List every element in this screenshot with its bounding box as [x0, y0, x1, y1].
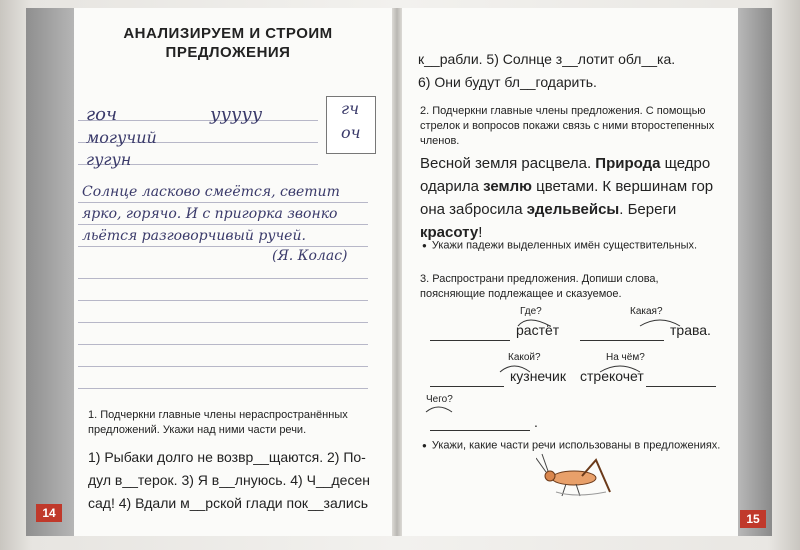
word-grass: трава. — [670, 322, 711, 338]
task2-bold-2: землю — [483, 178, 532, 195]
left-margin-strip — [26, 8, 74, 536]
task2-text-c: цветами. К вершинам гор она забросила — [420, 178, 714, 218]
cont-line-2: 6) Они будут бл__годарить. — [418, 74, 597, 90]
hw-author: (Я. Колас) — [272, 248, 348, 264]
task1-line-2: дул в__терок. 3) Я в__лнуюсь. 4) Ч__десен — [88, 472, 370, 488]
hw-text-line-2: ярко, горячо. И с пригорка звонко — [82, 206, 338, 222]
hw-word-loops: ууууу — [210, 104, 263, 125]
task1-line-1: 1) Рыбаки долго не возвр__щаются. 2) По- — [88, 449, 366, 465]
hw-text-line-3: льётся разговорчивый ручей. — [82, 228, 306, 244]
book-gutter — [392, 8, 402, 536]
task2-text-b: щедро одарила — [420, 155, 711, 195]
task2-text-d: . Береги — [619, 201, 677, 218]
box-letter-2: оч — [341, 123, 361, 142]
page-number-right: 15 — [740, 510, 766, 528]
title-line-1: АНАЛИЗИРУЕМ И СТРОИМ — [123, 25, 333, 42]
sample-letters-box — [326, 96, 376, 154]
page-title — [78, 24, 378, 62]
task2-bold-4: красоту — [420, 224, 479, 241]
task1-line-3: сад! 4) Вдали м__рской глади пок__зались — [88, 495, 369, 511]
task3-bullet: ● Укажи, какие части речи использованы в предложениях. — [422, 438, 722, 453]
period-mark: . — [534, 414, 538, 430]
task1-text — [88, 446, 383, 515]
word-grasshopper: кузнечик — [510, 368, 566, 384]
task2-text-a: Весной земля расцвела. — [420, 155, 596, 172]
task2-bullet: ● Укажи падежи выделенных имён существительных. — [422, 238, 722, 253]
page-number-left: 14 — [36, 504, 62, 522]
task2-heading: 2. Подчеркни главные члены предложения. С помощью стрелок и вопросов покажи связь с ними второстепенных членов. — [420, 105, 715, 147]
cont-line-1: к__рабли. 5) Солнце з__лотит обл__ка. — [418, 51, 676, 67]
blank-4[interactable] — [646, 374, 716, 387]
grasshopper-illustration — [536, 452, 616, 500]
task1-continuation — [418, 48, 728, 94]
empty-writing-lines — [78, 270, 368, 400]
blank-1[interactable] — [430, 328, 510, 341]
left-content — [78, 24, 378, 62]
word-chirps: стрекочет — [580, 368, 644, 384]
question-what: Чего? — [426, 394, 453, 405]
blank-3[interactable] — [430, 374, 504, 387]
title-line-2: ПРЕДЛОЖЕНИЯ — [165, 44, 291, 61]
question-on-what: На чём? — [606, 352, 645, 363]
hw-text-line-1: Солнце ласково смеётся, светит — [82, 184, 340, 200]
handwriting-area — [78, 96, 368, 246]
hw-word-moguchiy: могучий — [86, 128, 157, 147]
task2-bold-1: Природа — [595, 155, 661, 172]
question-which: Какой? — [508, 352, 541, 363]
arrow-row-3 — [424, 402, 464, 416]
blank-5[interactable] — [430, 418, 530, 431]
question-where: Где? — [520, 306, 542, 317]
task2-text-e: ! — [478, 224, 483, 241]
word-grows: растёт — [516, 322, 560, 338]
hw-word-goch: гоч — [86, 104, 118, 125]
blank-2[interactable] — [580, 328, 664, 341]
task2-text — [420, 152, 725, 244]
hw-word-gugun: гугун — [86, 150, 132, 169]
right-margin-strip — [738, 8, 772, 536]
task1-heading: 1. Подчеркни главные члены нераспространённых предложений. Укажи над ними части речи. — [88, 409, 348, 436]
task2-bold-3: эдельвейсы — [526, 201, 620, 218]
task3-heading: 3. Распространи предложения. Допиши слова, поясняющие подлежащее и сказуемое. — [420, 273, 659, 300]
box-letter-1: гч — [341, 99, 360, 118]
question-what-kind: Какая? — [630, 306, 663, 317]
